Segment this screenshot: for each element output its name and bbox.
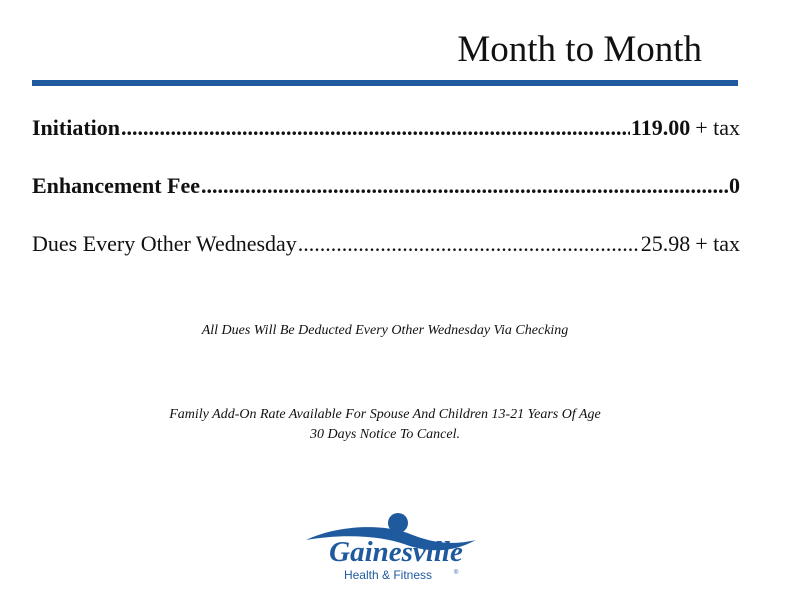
logo-wordmark: Gainesville [329,536,463,568]
family-note-block [0,405,770,445]
dues-label: Dues Every Other Wednesday [32,231,297,256]
initiation-tax-suffix: + tax [695,115,740,140]
cancel-notice: 30 Days Notice To Cancel. [310,427,460,442]
price-row-initiation [32,115,740,141]
enhancement-fee-value: 0 [729,173,740,198]
initiation-label: Initiation [32,115,121,140]
logo-tagline: Health & Fitness [343,568,433,582]
price-row-dues [32,231,740,257]
enhancement-fee-label: Enhancement Fee [32,173,201,198]
family-add-on-note: Family Add-On Rate Available For Spouse And Children 13-21 Years Of Age [169,407,601,422]
initiation-value: 119.00 [630,115,691,140]
logo-trademark: ® [454,570,459,576]
logo-graphic [300,510,490,588]
dot-leader [298,231,640,257]
dues-tax-suffix: + tax [695,231,740,256]
dues-value: 25.98 [640,231,691,256]
header-rule [32,80,738,86]
gainesville-health-fitness-logo [300,510,490,588]
dot-leader [121,115,630,141]
deduction-note: All Dues Will Be Deducted Every Other Wednesday Via Checking [201,323,569,338]
price-row-enhancement-fee [32,173,740,199]
page-title: Month to Month [457,29,702,70]
dot-leader [201,173,728,199]
